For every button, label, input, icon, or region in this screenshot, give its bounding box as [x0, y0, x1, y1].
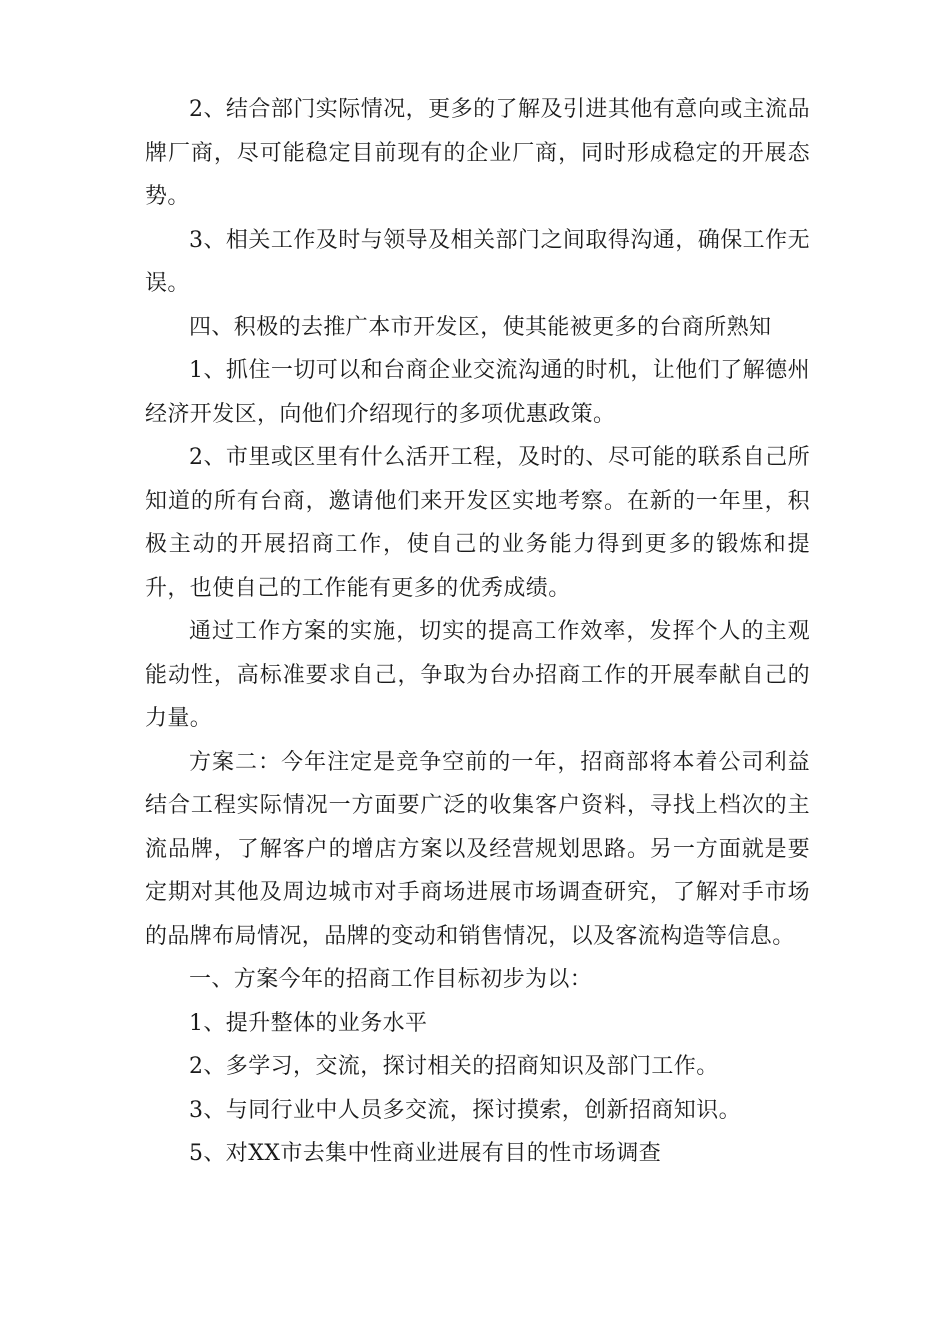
paragraph-conclusion: 通过工作方案的实施，切实的提高工作效率，发挥个人的主观能动性，高标准要求自己，争取为台办招商工作的开展奉献自己的力量。: [145, 619, 810, 731]
section-heading-goals: 一、方案今年的招商工作目标初步为以：: [189, 967, 593, 992]
list-item-goal-1: 1、提升整体的业务水平: [189, 1010, 428, 1036]
paragraph-communication: 3、相关工作及时与领导及相关部门之间取得沟通，确保工作无误。: [145, 227, 810, 296]
paragraph-contact-merchants: 2、市里或区里有什么活开工程，及时的、尽可能的联系自己所知道的所有台商，邀请他们来开发区实地考察。在新的一年里，积极主动的开展招商工作，使自己的业务能力得到更多的锻炼和提升，也使自己的工作能有更多的优秀成绩。: [145, 445, 810, 601]
section-heading-promotion: 四、积极的去推广本市开发区，使其能被更多的台商所熟知: [189, 314, 772, 340]
document-body: [145, 88, 810, 1176]
paragraph-seize-opportunity: 1、抓住一切可以和台商企业交流沟通的时机，让他们了解德州经济开发区，向他们介绍现行的多项优惠政策。: [145, 358, 810, 427]
list-item-goal-5: 5、对XX市去集中性商业进展有目的性市场调查: [189, 1141, 662, 1166]
list-item-goal-3: 3、与同行业中人员多交流，探讨摸索，创新招商知识。: [189, 1097, 741, 1123]
paragraph-plan-two: 方案二：今年注定是竞争空前的一年，招商部将本着公司利益结合工程实际情况一方面要广泛的收集客户资料，寻找上档次的主流品牌，了解客户的增店方案以及经营规划思路。另一方面就是要定期对其他及周边城市对手商场进展市场调查研究，了解对手市场的品牌布局情况，品牌的变动和销售情况，以及客流构造等信息。: [145, 749, 810, 949]
paragraph-brand-introduction: 2、结合部门实际情况，更多的了解及引进其他有意向或主流品牌厂商，尽可能稳定目前现有的企业厂商，同时形成稳定的开展态势。: [145, 97, 810, 209]
list-item-goal-2: 2、多学习，交流，探讨相关的招商知识及部门工作。: [189, 1054, 719, 1079]
